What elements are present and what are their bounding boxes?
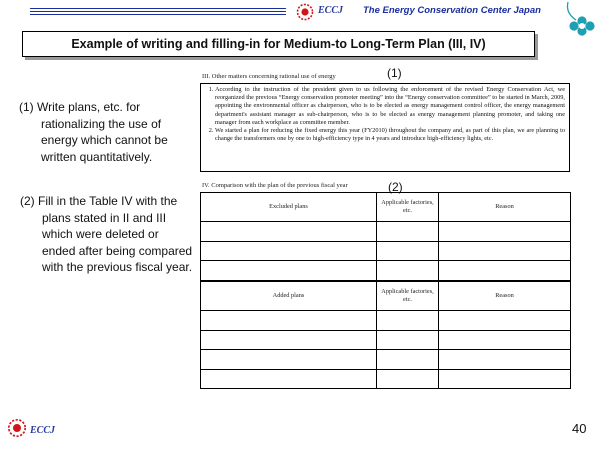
table-header-row xyxy=(201,193,571,222)
section-4-label: IV. Comparison with the plan of the previous fiscal year xyxy=(202,182,348,189)
section-4-marker: (2) xyxy=(388,180,403,194)
excluded-reason-header: Reason xyxy=(439,193,571,222)
table-header-row xyxy=(201,282,571,311)
footer-brand: ECCJ xyxy=(30,425,56,436)
note-2-first-line: Fill in the Table IV with the xyxy=(38,194,178,208)
note-2 xyxy=(20,193,195,276)
note-1-first-line: Write plans, etc. for xyxy=(37,100,141,114)
section-3-box xyxy=(200,83,570,172)
note-1-rest: rationalizing the use of energy which cannot be written quantitatively. xyxy=(41,116,168,164)
table-row xyxy=(201,350,571,370)
header-stripes xyxy=(30,8,286,15)
table-row xyxy=(201,369,571,389)
section-3-marker: (1) xyxy=(387,66,402,80)
table-row xyxy=(201,241,571,261)
section-3-label: III. Other matters concerning rational use of energy xyxy=(202,73,336,80)
added-reason-header: Reason xyxy=(439,282,571,311)
table-row xyxy=(201,311,571,331)
page-number: 40 xyxy=(572,421,587,436)
added-factories-header: Applicable factories, etc. xyxy=(377,282,439,311)
note-1-number: (1) xyxy=(19,100,34,114)
clover-logo-icon xyxy=(564,0,600,45)
slide-title xyxy=(22,31,535,57)
eccj-logo-icon xyxy=(294,3,316,21)
note-2-rest: plans stated in II and III which were deleted or ended after being compared with the previous fiscal year. xyxy=(42,210,193,274)
table-row xyxy=(201,222,571,242)
header-brand: ECCJ xyxy=(318,5,344,16)
section-3-item-1: 1. According to the instruction of the president given to us following the enforcement of the revised Energy Conservation Act, we reorganized the previous “Energy conservation promoter meeting” into the “Energy conservation committee” to be started in March, 2009, appointing the environmental officer as chairperson, who is to be elected as energy management control officer, the energy management department's assistant manager as sub-chairperson, who is to be elected as energy management planning promoter, and taking one manager from each workplace as committee member. xyxy=(215,86,565,127)
footer-logo-icon xyxy=(5,418,29,438)
note-1 xyxy=(19,99,197,165)
slide-title-text: Example of writing and filling-in for Medium-to Long-Term Plan (III, IV) xyxy=(71,37,486,51)
table-row xyxy=(201,330,571,350)
excluded-plans-header: Excluded plans xyxy=(201,193,377,222)
excluded-factories-header: Applicable factories, etc. xyxy=(377,193,439,222)
added-plans-table xyxy=(200,281,571,389)
header-organization: The Energy Conservation Center Japan xyxy=(363,5,541,16)
note-2-number: (2) xyxy=(20,194,35,208)
section-3-item-2: 2. We started a plan for reducing the fixed energy this year (FY2010) throughout the company and, as part of this plan, we are planning to change the transformers one by one to high-efficiency type in 4 years and introduce high-efficiency lights, etc. xyxy=(215,127,565,143)
added-plans-header: Added plans xyxy=(201,282,377,311)
table-row xyxy=(201,261,571,281)
excluded-plans-table xyxy=(200,192,571,281)
